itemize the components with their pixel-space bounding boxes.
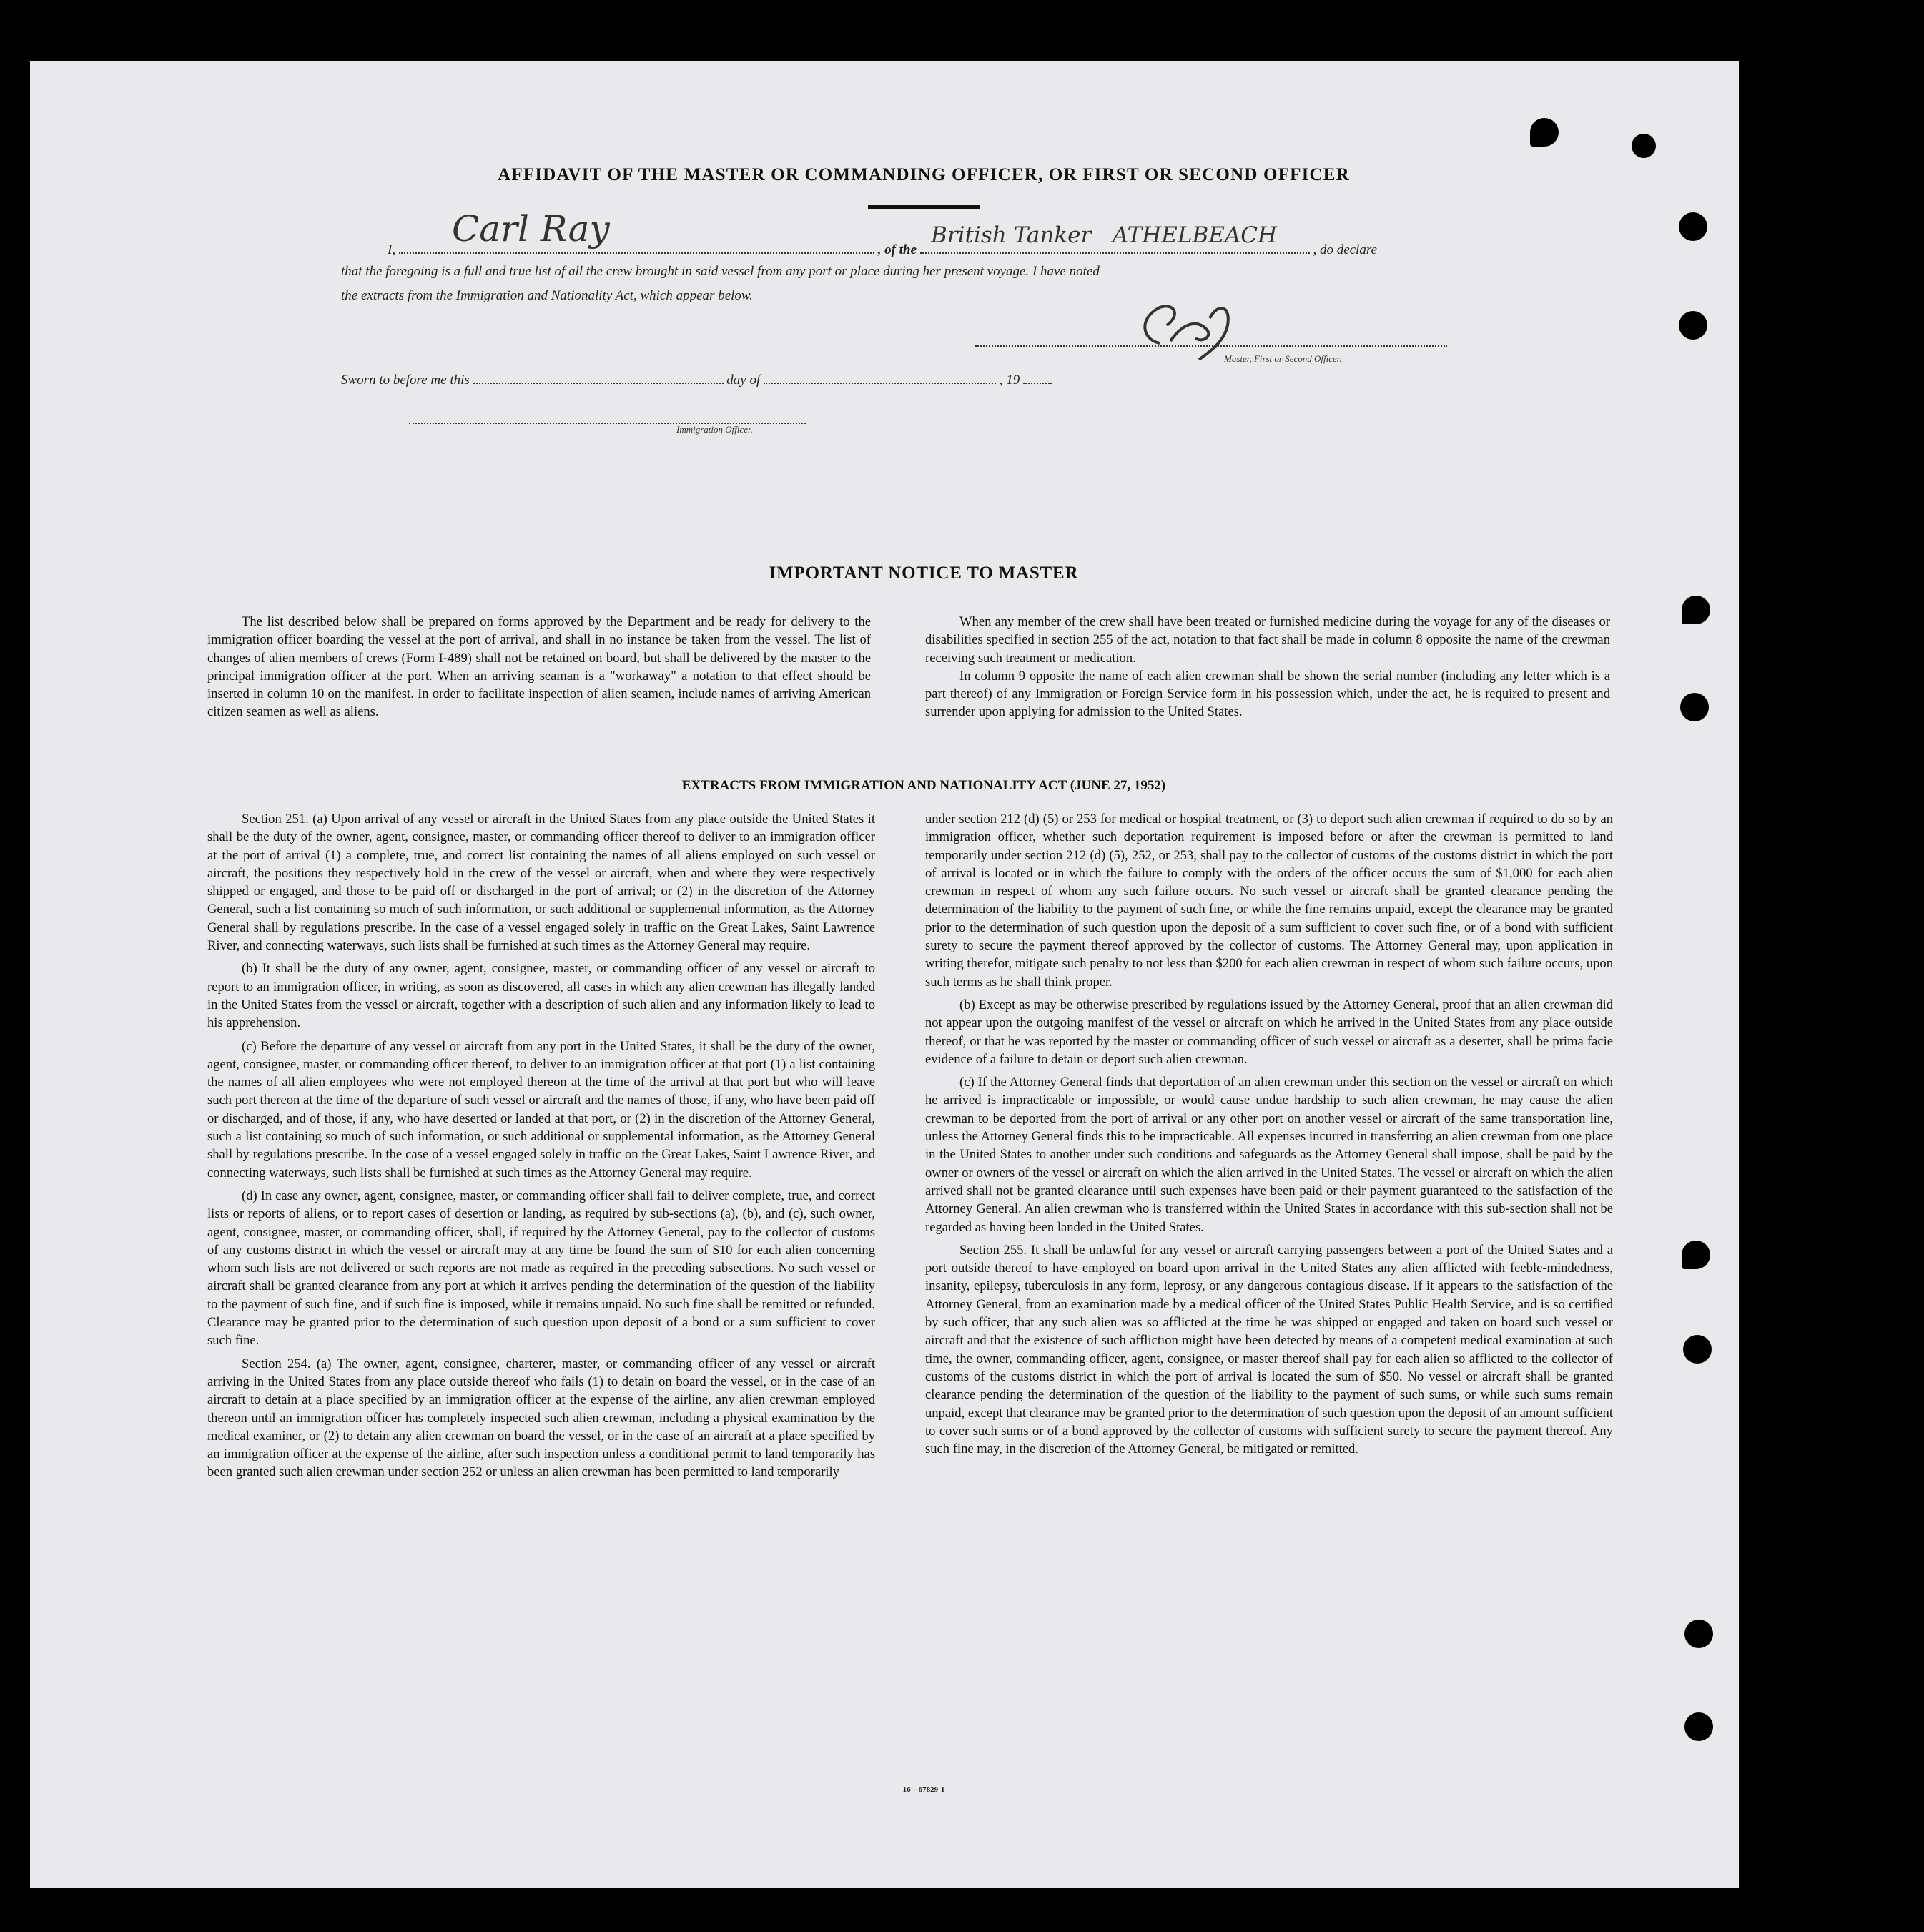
section-251d: (d) In case any owner, agent, consignee, master, or commanding officer shall fail to deliver complete, true, and correct lists or reports of aliens, or to report cases of desertion or landing, as required by sub-sections (a), (b), and (c), such owner, agent, consignee, master, or commanding officer, shall, if required by the Attorney General, pay to the collector of customs of any customs district in which the vessel or aircraft may at any time be found the sum of $10 for each alien concerning whom such lists are not delivered or such reports are not made as required in the preceding subsections. No such vessel or aircraft shall be granted clearance from any port at which it arrives pending the determination of the question of the liability to the payment of such fine, and if such fine is imposed, while it remains unpaid. No such fine shall be remitted or refunded. Clearance may be granted prior to the determination of such question upon deposit of a bond or a sum sufficient to cover such fine. [207, 1188, 875, 1349]
section-251a: Section 251. (a) Upon arrival of any vessel or aircraft in the United States from any place outside the United States it shall be the duty of the owner, agent, consignee, master, or commanding officer thereof to deliver to an immigration officer at the port of arrival (1) a complete, true, and correct list containing the names of all aliens employed on such vessel or aircraft, the positions they respectively hold in the crew of the vessel or aircraft, when and where they were respectively shipped or engaged, and those to be paid off or discharged in the port of arrival; or (2) in the discretion of the Attorney General, such a list containing so much of such information, or such additional or supplemental information, as the Attorney General shall by regulations prescribe. In the case of a vessel engaged solely in traffic on the Great Lakes, Saint Lawrence River, and connecting waterways, such lists shall be furnished at such times as the Attorney General may require. [207, 812, 875, 954]
binder-hole [1530, 118, 1559, 147]
section-254a-continued: under section 212 (d) (5) or 253 for medical or hospital treatment, or (3) to deport such alien crewman if required to do so by an immigration officer, whether such deportation requirement is imposed before or after the crewman is permitted to land temporarily under section 212 (d) (5), 252, or 253, shall pay to the collector of customs of the customs district in which the port of arrival is located or in which the failure to comply with the orders of the officer occurs the sum of $1,000 for each alien crewman in respect of whom any such failure occurs. No such vessel or aircraft shall be granted clearance pending the determination of the liability to the payment of such fine, or while the fine remains unpaid, except the clearance may be granted prior to the determination of such question upon the deposit of a sum sufficient to cover such fine, or of a bond with sufficient surety to secure the payment thereof approved by the collector of customs. The Attorney General may, upon application in writing therefor, mitigate such penalty to not less than $200 for each alien crewman in respect of whom such failure occurs, upon such terms as he shall think proper. [925, 812, 1613, 990]
binder-hole [1684, 1712, 1713, 1741]
extracts-left-column [207, 810, 875, 1487]
section-255: Section 255. It shall be unlawful for any vessel or aircraft carrying passengers between a port of the United States and a port outside thereof to have employed on board upon arrival in the United States any alien afflicted with feeble-mindedness, insanity, epilepsy, tuberculosis in any form, leprosy, or any dangerous contagious disease. If it appears to the satisfaction of the Attorney General, from an examination made by a medical officer of the United States Public Health Service, and is so certified by such officer, that any such alien was so afflicted at the time he was shipped or engaged and taken on board such vessel or aircraft and that the existence of such affliction might have been detected by means of a competent medical examination at such time, the owner, commanding officer, agent, consignee, or master thereof shall pay for each alien so afflicted to the collector of customs of the customs district in which the port of arrival is located the sum of $50. No vessel or aircraft shall be granted clearance pending the determination of the question of the liability to the payment of such sums, or while such sums remain unpaid, except that clearance may be granted prior to the determination of such question upon the deposit of an amount sufficient to cover such sums or of a bond approved by the collector of customs with sufficient surety to secure the payment thereof. Any such fine may, in the discretion of the Attorney General, be mitigated or remitted. [925, 1242, 1613, 1457]
year-label: , 19 [999, 373, 1020, 388]
binder-hole [1679, 212, 1707, 241]
signature-caption: Master, First or Second Officer. [1224, 353, 1342, 364]
binder-hole [1680, 693, 1709, 721]
binder-hole [1683, 1335, 1712, 1364]
sworn-line [341, 370, 1052, 388]
immigration-officer-caption: Immigration Officer. [676, 424, 753, 435]
binder-hole [1682, 596, 1710, 624]
binder-hole [1632, 134, 1656, 158]
handwritten-vessel: British Tanker ATHELBEACH [931, 222, 1278, 248]
notice-title: IMPORTANT NOTICE TO MASTER [769, 563, 1079, 583]
signature-line [975, 332, 1447, 351]
section-254a: Section 254. (a) The owner, agent, consignee, charterer, master, or commanding officer of any vessel or aircraft arriving in the United States from any place outside thereof who fails (1) to detain on board the vessel, or in the case of an aircraft to detain at a place specified by an immigration officer at the expense of the airline, any alien crewman employed thereon until an immigration officer has completely inspected such alien crewman, including a physical examination by the medical examiner, or (2) to detain any alien crewman on board the vessel, or in the case of an aircraft at a place specified by an immigration officer at the expense of the airline, after such inspection unless a conditional permit to land temporarily has been granted such alien crewman under section 252 or unless an alien crewman has been permitted to land temporarily [207, 1356, 875, 1480]
title-rule [868, 205, 980, 209]
immigration-officer-field [409, 410, 806, 424]
notice-left-column [207, 613, 871, 726]
notice-right-column [925, 613, 1610, 726]
signature-field [975, 332, 1447, 347]
document-page [30, 61, 1739, 1888]
binder-hole [1684, 1620, 1713, 1648]
binder-hole [1682, 1241, 1710, 1269]
notice-paragraph: In column 9 opposite the name of each alien crewman shall be shown the serial number (including any letter which is a part thereof) of any Immigration or Foreign Service form in his possession which, under the act, he is required to present and surrender upon applying for admission to the United States. [925, 668, 1610, 720]
section-254c: (c) If the Attorney General finds that deportation of an alien crewman under this section on the vessel or aircraft on which he arrived is impracticable or impossible, or would cause undue hardship to such alien crewman, he may cause the alien crewman to be deported from the port of arrival or any other port on another vessel or aircraft of the same transportation line, unless the Attorney General finds this to be impracticable. All expenses incurred in transferring an alien crewman from one place in the United States to another under such conditions and safeguards as the Attorney General shall impose, shall be paid by the owner or owners of the vessel or aircraft on which the alien arrived in the United States. The vessel or aircraft on which the alien arrived shall not be granted clearance until such expenses have been paid or their payment guaranteed to the satisfaction of the Attorney General. An alien crewman who is transferred within the United States in accordance with this sub-section shall not be regarded as having been landed in the United States. [925, 1075, 1613, 1235]
affidavit-title: AFFIDAVIT OF THE MASTER OR COMMANDING OFFICER, OR FIRST OR SECOND OFFICER [498, 165, 1350, 184]
handwritten-name: Carl Ray [452, 208, 610, 250]
do-declare-label: , do declare [1313, 242, 1377, 257]
sworn-label: Sworn to before me this [341, 373, 470, 388]
extracts-title: EXTRACTS FROM IMMIGRATION AND NATIONALITY ACT (JUNE 27, 1952) [681, 778, 1166, 793]
day-of-label: day of [726, 373, 761, 388]
sworn-year-field [1023, 370, 1052, 384]
of-the-label: , of the [877, 242, 917, 257]
form-code: 16—67829-1 [902, 1785, 945, 1794]
i-label: I, [388, 242, 396, 257]
notice-paragraph: The list described below shall be prepared on forms approved by the Department and be ready for delivery to the immigration officer boarding the vessel at the port of arrival, and shall in no instance be taken from the vessel. The list of changes of alien members of crews (Form I-489) shall not be retained on board, but shall be delivered by the master to the principal immigration officer at the port. When an arriving seaman is a "workaway" a notation to that effect should be inserted in column 10 on the manifest. In order to facilitate inspection of alien seamen, include names of arriving American citizen seamen as well as aliens. [207, 614, 871, 720]
sworn-month-field [764, 370, 996, 384]
extracts-right-column [925, 810, 1613, 1463]
section-251b: (b) It shall be the duty of any owner, agent, consignee, master, or commanding officer of any vessel or aircraft to report to an immigration officer, in writing, as soon as discovered, all cases in which any alien crewman has illegally landed in the United States from the vessel or aircraft, together with a description of such alien and any information likely to lead to his apprehension. [207, 961, 875, 1031]
notice-paragraph: When any member of the crew shall have been treated or furnished medicine during the voyage for any of the diseases or disabilities specified in section 255 of the act, notation to that fact shall be made in column 8 opposite the name of the crewman receiving such treatment or medication. [925, 614, 1610, 666]
sworn-date-field [473, 370, 724, 384]
section-254b: (b) Except as may be otherwise prescribed by regulations issued by the Attorney General, proof that an alien crewman did not appear upon the outgoing manifest of the vessel or aircraft on which he arrived in the United States from any place outside thereof, or that he was reported by the master or commanding officer of such vessel or aircraft as a deserter, shall be prima facie evidence of a failure to detain or deport such alien crewman. [925, 997, 1613, 1067]
declaration-line-1: that the foregoing is a full and true list of all the crew brought in said vessel from any port or place during her present voyage. I have noted [341, 264, 1100, 279]
declaration-line-2: the extracts from the Immigration and Nationality Act, which appear below. [341, 288, 753, 303]
section-251c: (c) Before the departure of any vessel or aircraft from any port in the United States, it shall be the duty of the owner, agent, consignee, master, or commanding officer thereof, to deliver to an immigration officer at that port (1) a list containing the names of all alien employees who were not employed thereon at the time of the arrival at that port but who will leave such port thereon at the time of the departure of such vessel or aircraft and the names of those, if any, who have been paid off or discharged, and of those, if any, who have deserted or landed at that port, or (2) in the discretion of the Attorney General, such a list containing so much of such information, or such additional or supplemental information, as the Attorney General shall by regulations prescribe. In the case of a vessel engaged solely in traffic on the Great Lakes, Saint Lawrence River, and connecting waterways, such lists shall be furnished at such times as the Attorney General may require. [207, 1038, 875, 1181]
binder-hole [1679, 311, 1707, 340]
